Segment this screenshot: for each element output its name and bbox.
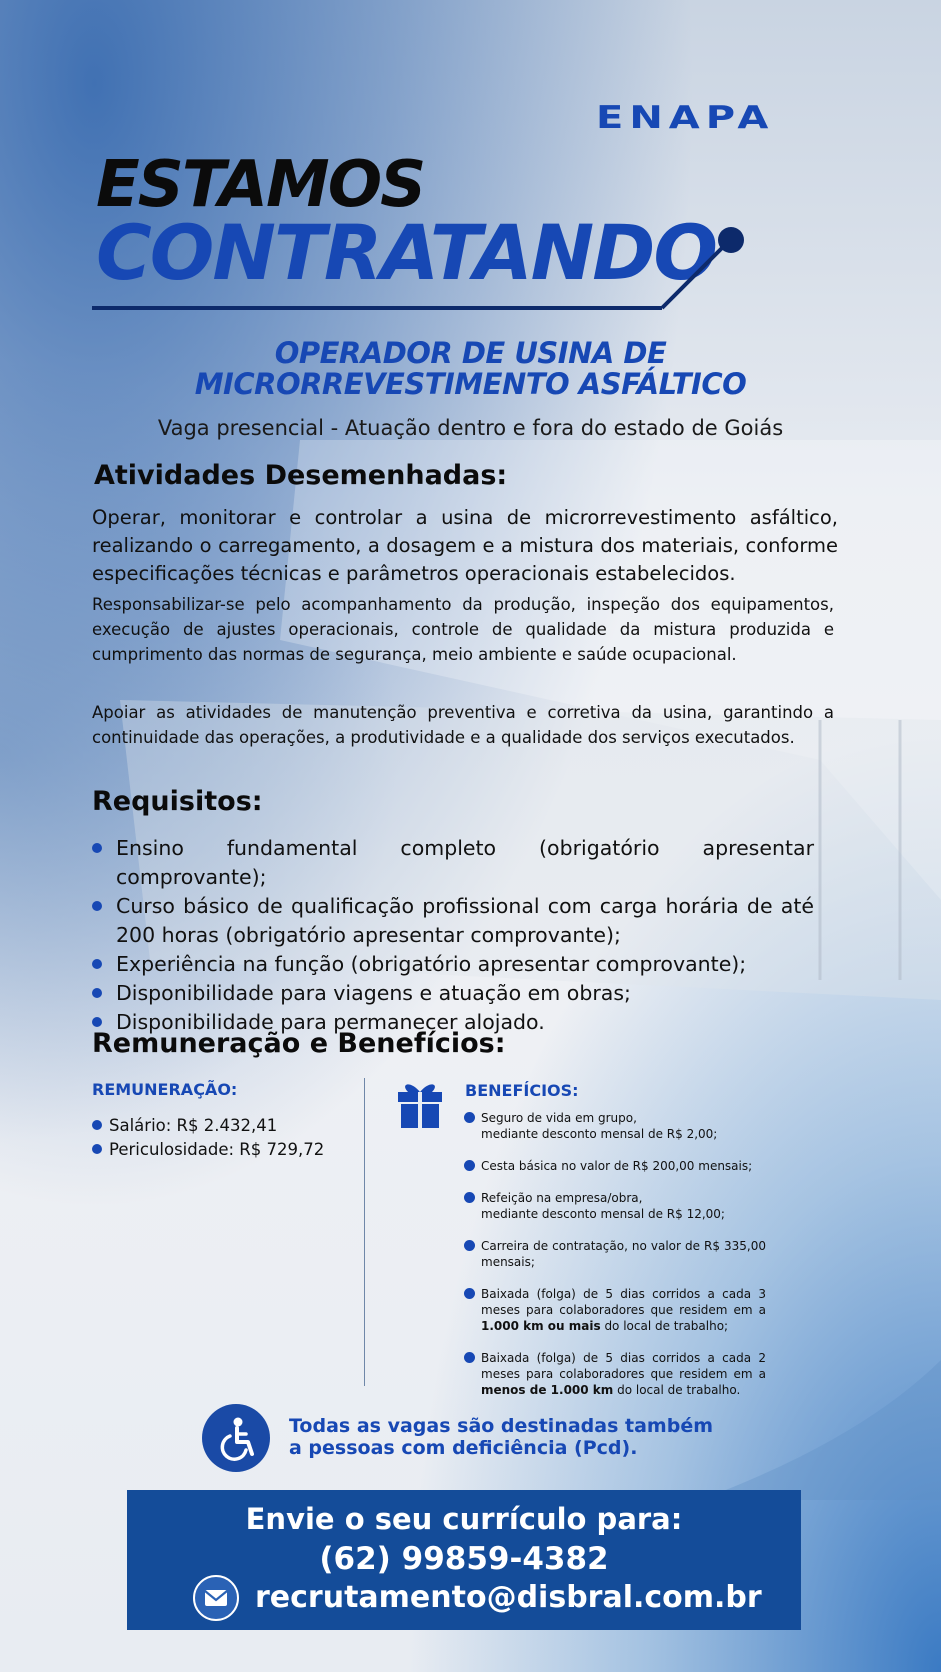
remuneration-list [92,1114,324,1162]
requirements-list [92,834,814,1037]
pcd-notice [289,1415,713,1459]
bullet-icon [464,1352,475,1363]
list-item: Disponibilidade para permanecer alojado. [92,1008,814,1037]
wheelchair-icon [202,1404,270,1472]
job-title-line2: MICRORREVESTIMENTO ASFÁLTICO [194,367,747,401]
list-item: Baixada (folga) de 5 dias corridos a cada 2 meses para colaboradores que residem em a menos de 1.000 km do local de trabalho. [464,1350,766,1398]
benefits-list [464,1110,766,1414]
column-divider [364,1078,365,1386]
list-item: Salário: R$ 2.432,41 [92,1114,324,1138]
bullet-icon [92,988,102,998]
activities-paragraph-3: Apoiar as atividades de manutenção preventiva e corretiva da usina, garantindo a continuidade das operações, a produtividade e a qualidade dos serviços executados. [92,703,834,747]
bullet-icon [464,1240,475,1251]
bullet-icon [92,901,102,911]
bullet-icon [464,1160,475,1171]
list-item: Ensino fundamental completo (obrigatório apresentar comprovante); [92,834,814,892]
job-title [0,338,941,400]
list-item: Seguro de vida em grupo, mediante desconto mensal de R$ 2,00; [464,1110,766,1142]
bullet-icon [92,1144,102,1154]
list-item: Carreira de contratação, no valor de R$ 335,00 mensais; [464,1238,766,1270]
activities-paragraph-1: Operar, monitorar e controlar a usina de microrrevestimento asfáltico, realizando o carregamento, a dosagem e a mistura dos materiais, conforme especificações técnicas e parâmetros operacionais estabelecidos. [92,506,838,585]
job-subtitle: Vaga presencial - Atuação dentro e fora do estado de Goiás [157,416,784,440]
headline-line1: ESTAMOS [96,148,425,222]
list-item: Periculosidade: R$ 729,72 [92,1138,324,1162]
compensation-heading: Remuneração e Benefícios: [92,1028,506,1059]
benefits-label: BENEFÍCIOS: [465,1081,579,1100]
bullet-icon [92,1017,102,1027]
remuneration-label: REMUNERAÇÃO: [92,1080,238,1099]
activities-paragraph-2: Responsabilizar-se pelo acompanhamento da produção, inspeção dos equipamentos, execução de ajustes operacionais, controle de qualidade da mistura produzida e cumprimento das normas de segurança, meio ambiente e saúde ocupacional. [92,595,834,664]
contact-email[interactable]: recrutamento@disbral.com.br [255,1580,762,1615]
pcd-notice-line2: a pessoas com deficiência (Pcd). [289,1437,638,1459]
headline-line2: CONTRATANDO [96,208,716,297]
bullet-icon [92,1120,102,1130]
bullet-icon [464,1288,475,1299]
pcd-notice-line1: Todas as vagas são destinadas também [289,1415,714,1437]
list-item: Experiência na função (obrigatório apresentar comprovante); [92,950,814,979]
list-item: Refeição na empresa/obra, mediante desconto mensal de R$ 12,00; [464,1190,766,1222]
activities-heading: Atividades Desemenhadas: [94,460,508,491]
list-item: Curso básico de qualificação profissional com carga horária de até 200 horas (obrigatório apresentar comprovante); [92,892,814,950]
mail-icon [193,1575,239,1621]
job-title-line1: OPERADOR DE USINA DE [274,336,667,370]
contact-heading: Envie o seu currículo para: [245,1502,683,1536]
gift-icon [396,1078,444,1130]
bullet-icon [92,843,102,853]
requirements-heading: Requisitos: [92,786,263,817]
bullet-icon [464,1192,475,1203]
headline-underline [90,224,750,314]
list-item: Disponibilidade para viagens e atuação em obras; [92,979,814,1008]
contact-phone[interactable]: (62) 99859-4382 [319,1541,609,1577]
bullet-icon [92,959,102,969]
bullet-icon [464,1112,475,1123]
list-item: Baixada (folga) de 5 dias corridos a cada 3 meses para colaboradores que residem em a 1.000 km ou mais do local de trabalho; [464,1286,766,1334]
brand-logo: ENAPA [596,100,775,136]
contact-box [127,1490,801,1630]
list-item: Cesta básica no valor de R$ 200,00 mensais; [464,1158,766,1174]
